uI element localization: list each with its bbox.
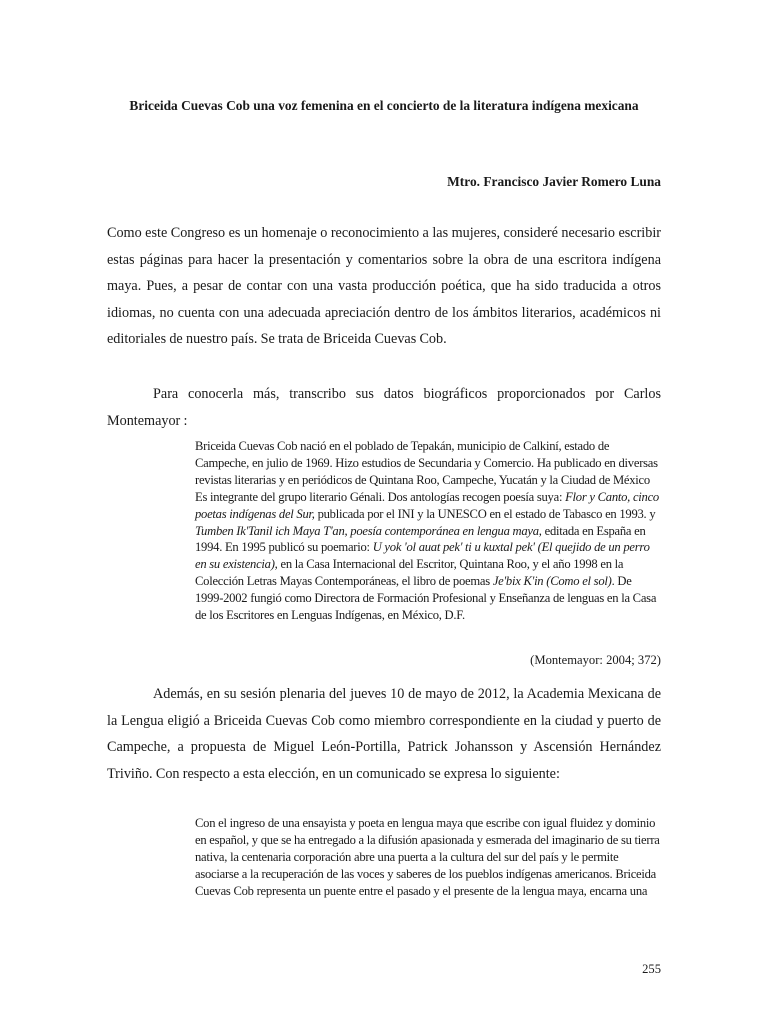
page-number: 255 [642,962,661,976]
quote-citation: (Montemayor: 2004; 372) [530,653,661,667]
intro-paragraph: Como este Congreso es un homenaje o reconocimiento a las mujeres, consideré necesario escribir estas páginas para hacer la presentación y comentarios sobre la obra de una escritora indígena maya. Pues, a pesar de contar con una vasta producción poética, que ha sido traducida a otros idiomas, no cuenta con una adecuada apreciación dentro de los ámbitos literarios, académicos ni editoriales de nuestro país. Se trata de Briceida Cuevas Cob. [107,225,661,347]
academy-paragraph: Además, en su sesión plenaria del jueves 10 de mayo de 2012, la Academia Mexicana de la Lengua eligió a Briceida Cuevas Cob como miembro correspondiente en la ciudad y puerto de Campeche, a propuesta de Miguel León-Portilla, Patrick Johansson y Ascensión Hernández Triviño. Con respecto a esta elección, en un comunicado se expresa lo siguiente: [107,686,661,782]
communique-block-quote: Con el ingreso de una ensayista y poeta en lengua maya que escribe con igual fluidez y dominio en español, y que se ha entregado a la difusión apasionada y esmerada del imaginario de su tierra nativa, la centenaria corporación abre una puerta a la cultura del sur del país y le permite asociarse a la recuperación de las voces y saberes de los pueblos indígenas americanos. Briceida Cuevas Cob representa un puente entre el pasado y el presente de la lengua maya, encarna una [195,816,660,898]
author-name: Mtro. Francisco Javier Romero Luna [447,174,661,189]
biography-block-quote: Briceida Cuevas Cob nació en el poblado de Tepakán, municipio de Calkiní, estado de Campeche, en julio de 1969. Hizo estudios de Secundaria y Comercio. Ha publicado en diversas revistas literarias y en periódicos de Quintana Roo, Campeche, Yucatán y la Ciudad de México Es integrante del grupo literario Génali. Dos antologías recogen poesía suya: Flor y Canto, cinco poetas indígenas del Sur, publicada por el INI y la UNESCO en el estado de Tabasco en 1993. y Tumben Ik'Tanil ich Maya T'an, poesía contemporánea en lengua maya, editada en España en 1994. En 1995 publicó su poemario: U yok 'ol auat pek' ti u kuxtal pek' (El quejido de un perro en su existencia), en la Casa Internacional del Escritor, Quintana Roo, y el año 1998 en la Colección Letras Mayas Contemporáneas, el libro de poemas Je'bix K'in (Como el sol). De 1999-2002 fungió como Directora de Formación Profesional y Enseñanza de lenguas en la Casa de los Escritores en Lenguas Indígenas, en México, D.F. [195,439,659,623]
document-title: Briceida Cuevas Cob una voz femenina en el concierto de la literatura indígena mexicana [129,98,639,113]
transition-paragraph: Para conocerla más, transcribo sus datos biográficos proporcionados por Carlos Montemayor : [107,386,661,429]
